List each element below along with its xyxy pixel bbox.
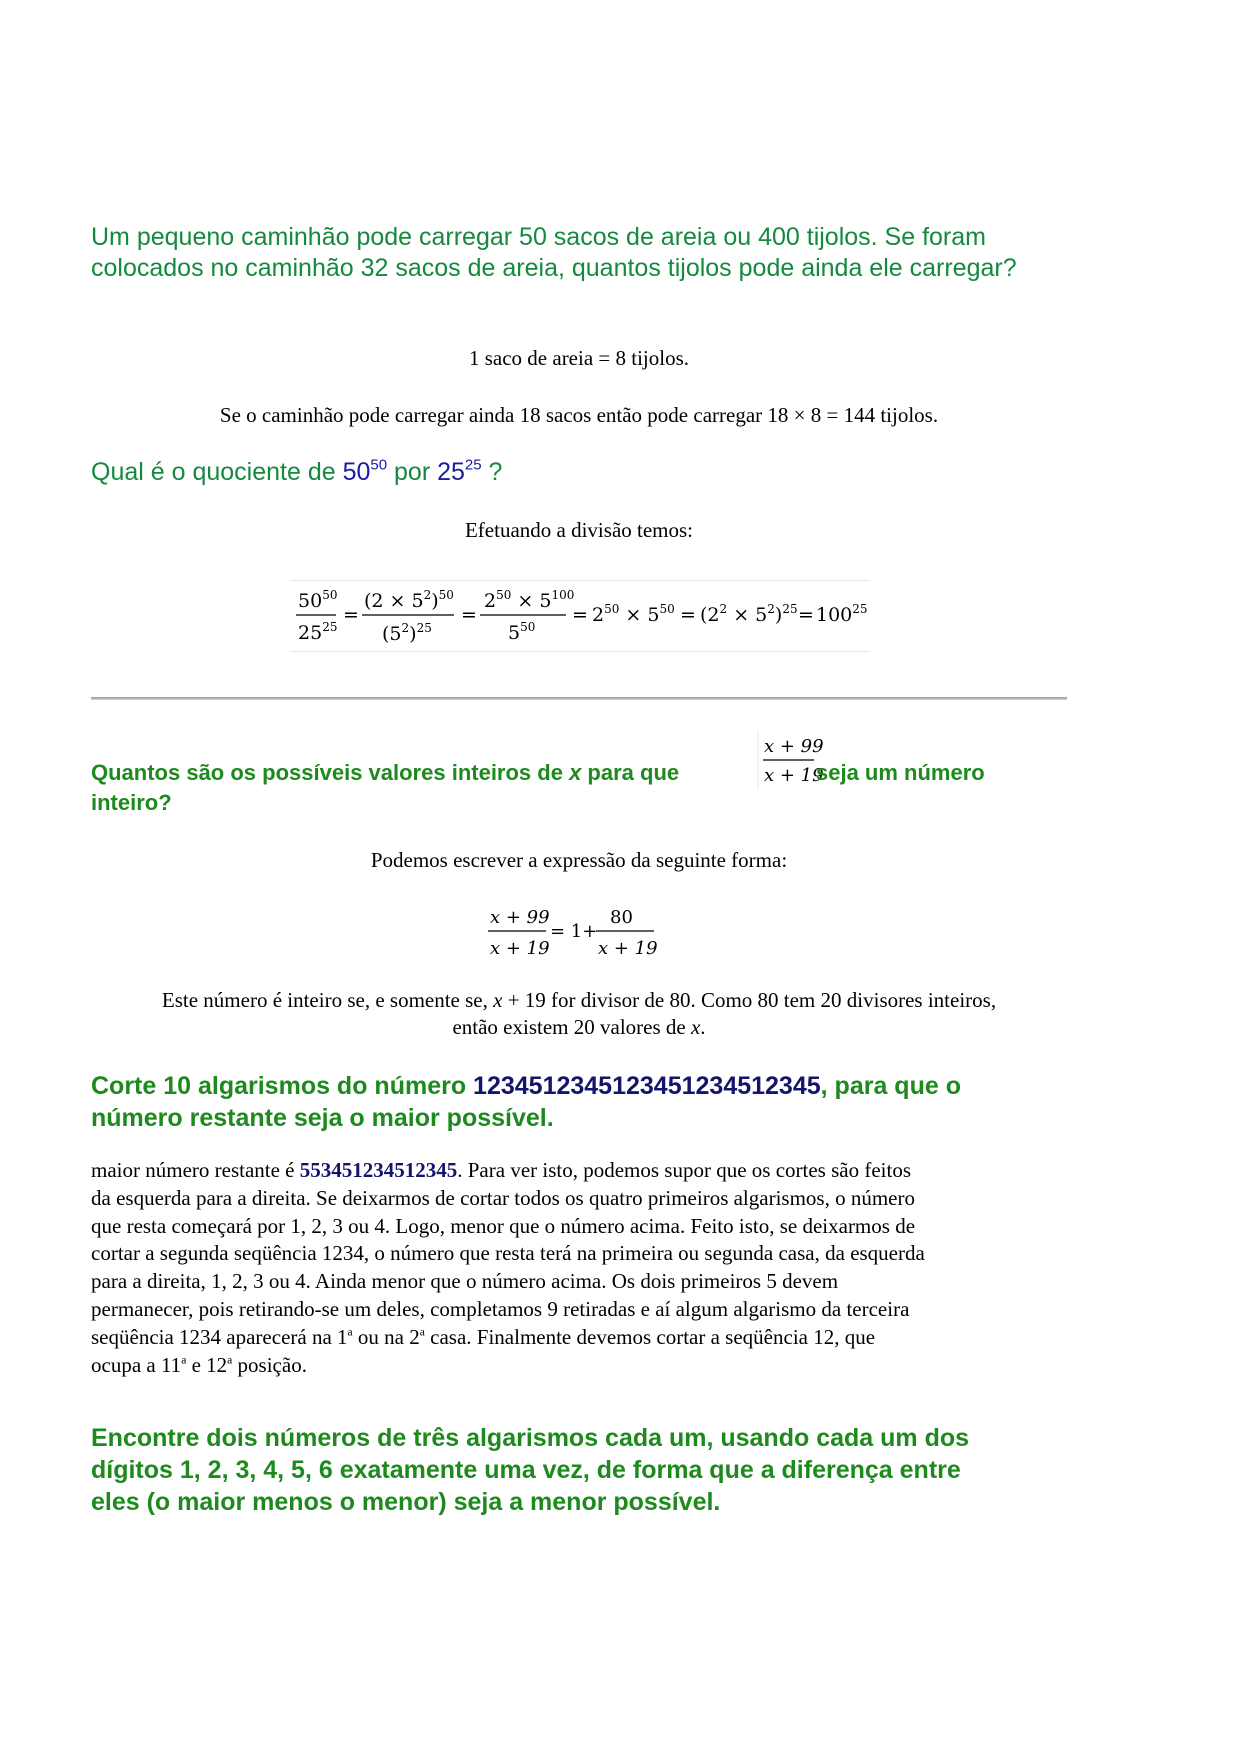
answer-4-line-6: permanecer, pois retirando-se um deles, completamos 9 retiradas e aí algum algarismo da terceira [91, 1296, 910, 1321]
answer-4-line-5: para a direita, 1, 2, 3 ou 4. Ainda menor que o número acima. Os dois primeiros 5 devem [91, 1269, 839, 1294]
question-2-base-2: 25 [437, 458, 465, 486]
f2-num: $(2 \times 5^2)^{50}$ [364, 588, 454, 612]
question-3-part-1: Quantos são os possíveis valores inteiros de [91, 760, 570, 785]
answer-3-equation [480, 900, 660, 964]
eq-lhs-num: x + 99 [490, 907, 550, 928]
question-2-exp-2: 25 [464, 456, 482, 474]
eq-1: = [343, 604, 359, 626]
question-4-number: 1234512345123451234512345 [473, 1072, 821, 1100]
ordinal-mark: a [347, 1326, 353, 1339]
question-3-part-2: para que [581, 760, 680, 785]
f3-num: $2^{50} \times 5^{100}$ [484, 588, 575, 612]
answer-4-line-7-c: casa. Finalmente devemos cortar a seqüência 12, que [424, 1324, 876, 1349]
question-3-line-1 [91, 759, 851, 787]
answer-4-line-7-b: ou na 2 [352, 1324, 420, 1349]
answer-2-intro: Efetuando a divisão temos: [464, 518, 694, 542]
answer-4-line-1 [91, 1157, 1081, 1185]
eq-4: = [680, 604, 696, 626]
answer-4-line-8-a: ocupa a 11 [91, 1352, 182, 1377]
question-5-line-1: Encontre dois números de três algarismos cada um, usando cada um dos [91, 1424, 970, 1452]
question-3-fraction [756, 730, 824, 790]
question-2 [91, 457, 1067, 488]
question-3-frac-num: x + 99 [764, 736, 824, 757]
answer-3-line-2 [81, 1013, 1077, 1041]
question-5 [91, 1422, 1091, 1518]
answer-4-number: 553451234512345 [299, 1158, 458, 1182]
question-1: Um pequeno caminhão pode carregar 50 sacos de areia ou 400 tijolos. Se foram colocados no caminhão 32 sacos de areia, quantos tijolos pode ainda ele carregar? [91, 223, 1017, 282]
result-3: $100^{25}$ [816, 602, 868, 626]
answer-3-text-a: Este número é inteiro se, e somente se, [161, 988, 494, 1012]
ordinal-mark: a [181, 1353, 187, 1366]
result-2: $(2^2 \times 5^2)^{25}$ [700, 602, 798, 626]
question-2-mid: por [387, 458, 438, 486]
eq-5: = [798, 604, 814, 626]
question-2-exp-1: 50 [370, 456, 388, 474]
f2-den: $(5^2)^{25}$ [382, 621, 432, 645]
question-2-prefix: Qual é o quociente de [91, 458, 343, 486]
f3-den: $5^{50}$ [508, 620, 536, 644]
answer-3-text-d: . [700, 1015, 706, 1039]
eq-3: = [572, 604, 588, 626]
answer-3-var-2: x [690, 1015, 701, 1039]
question-4-line-2: número restante seja o maior possível. [91, 1104, 554, 1132]
result-1: $2^{50} \times 5^{50}$ [592, 602, 675, 626]
answer-3-text-c: então existem 20 valores de [452, 1015, 691, 1039]
answer-4-line-2: da esquerda para a direita. Se deixarmos de cortar todos os quatro primeiros algarismos, o número [91, 1185, 915, 1210]
ordinal-mark: a [419, 1326, 425, 1339]
answer-3-text-b: + 19 for divisor de 80. Como 80 tem 20 divisores inteiros, [502, 988, 997, 1012]
question-2-suffix: ? [481, 458, 503, 486]
answer-4-text-0: . Para ver isto, podemos supor que os cortes são feitos [457, 1158, 911, 1182]
question-5-line-2: dígitos 1, 2, 3, 4, 5, 6 exatamente uma vez, de forma que a diferença entre [91, 1456, 961, 1484]
eq-rhs-den: x + 19 [598, 938, 658, 959]
question-3-part-3: seja um número [816, 760, 985, 785]
answer-3-var: x [493, 988, 503, 1012]
answer-4-line-8-c: posição. [232, 1352, 307, 1377]
answer-4-paragraph [91, 1157, 1081, 1379]
answer-1-line-1: 1 saco de areia = 8 tijolos. [468, 346, 690, 370]
question-4-text-a: Corte 10 algarismos do número [91, 1072, 474, 1100]
quotient-formula [290, 580, 870, 650]
eq-2: = [461, 604, 477, 626]
answer-4-line-7-a: seqüência 1234 aparecerá na 1 [91, 1324, 348, 1349]
question-4-text-b: , para que o [820, 1072, 961, 1100]
question-5-line-3: eles (o maior menos o menor) seja a menor possível. [91, 1488, 721, 1516]
f1-num: $50^{50}$ [298, 588, 338, 612]
ordinal-mark: a [227, 1353, 233, 1366]
question-2-base-1: 50 [342, 458, 371, 486]
answer-1-line-2: Se o caminhão pode carregar ainda 18 sacos então pode carregar 18 × 8 = 144 tijolos. [219, 403, 939, 427]
eq-rhs-num: 80 [610, 907, 633, 928]
answer-4-line-8-b: e 12 [186, 1352, 228, 1377]
answer-4-intro: maior número restante é [91, 1158, 300, 1182]
question-3-part-4: inteiro? [91, 790, 172, 815]
question-3-var: x [569, 760, 582, 785]
horizontal-divider [91, 697, 1067, 700]
answer-4-line-8 [91, 1352, 1081, 1380]
eq-mid: = 1+ [550, 921, 598, 942]
f1-den: $25^{25}$ [298, 620, 338, 644]
answer-4-line-3: que resta começará por 1, 2, 3 ou 4. Logo, menor que o número acima. Feito isto, se deixarmos de [91, 1213, 916, 1238]
answer-3-intro: Podemos escrever a expressão da seguinte forma: [370, 848, 788, 872]
answer-4-line-7 [91, 1324, 1081, 1352]
answer-3-line-1 [81, 986, 1077, 1014]
question-4-line-1 [91, 1070, 1081, 1102]
answer-4-line-4: cortar a segunda seqüência 1234, o número que resta terá na primeira ou segunda casa, da esquerda [91, 1241, 925, 1266]
eq-lhs-den: x + 19 [490, 938, 550, 959]
question-3-frac-den: x + 19 [764, 765, 824, 786]
